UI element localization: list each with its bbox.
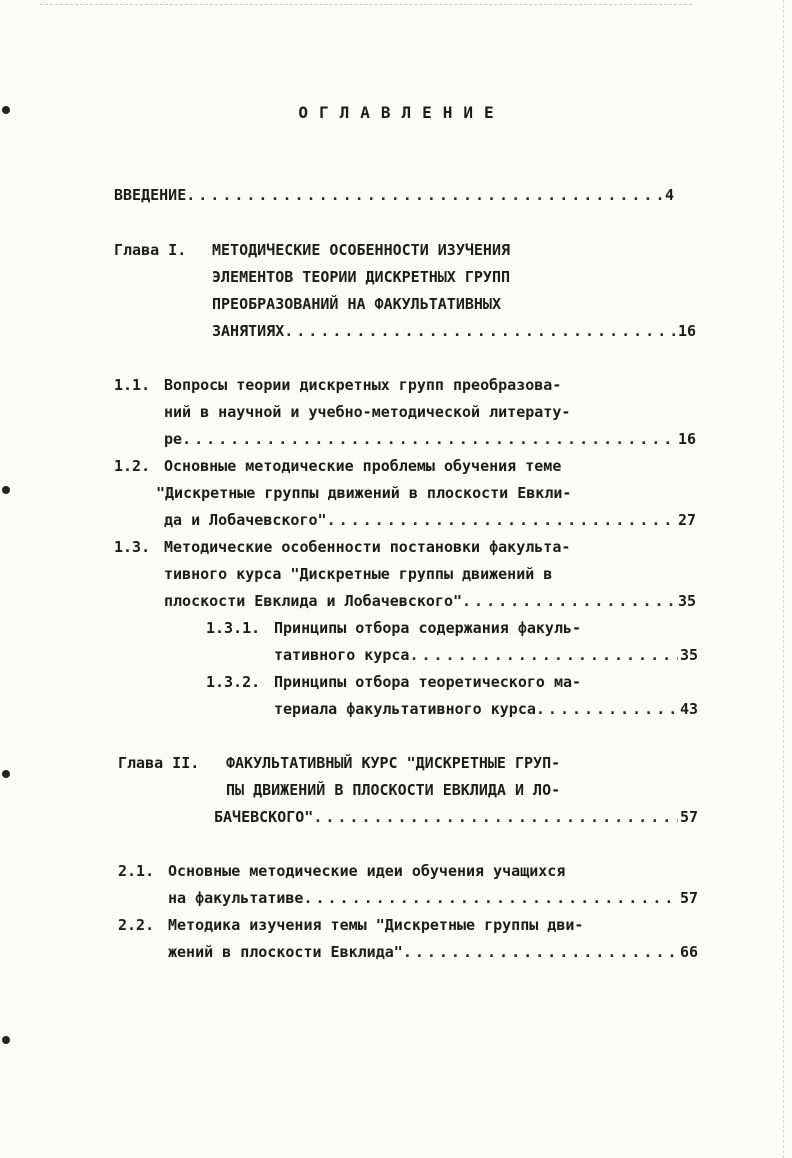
toc-entry-chapter1: [212, 322, 696, 340]
page-number: 27: [677, 511, 696, 529]
binding-hole-mark: [2, 1036, 10, 1044]
page-number: 16: [677, 322, 696, 340]
toc-entry-intro: [114, 186, 674, 204]
leader-dots: [409, 646, 677, 664]
subsection-line: Принципы отбора содержания факуль-: [274, 619, 582, 637]
section-number: 1.1.: [114, 376, 151, 394]
chapter1-line: ЭЛЕМЕНТОВ ТЕОРИИ ДИСКРЕТНЫХ ГРУПП: [212, 268, 511, 286]
section-line: Основные методические проблемы обучения теме: [164, 457, 562, 475]
page-number: 35: [677, 592, 696, 610]
scan-right-edge: [782, 0, 784, 1158]
section-line: "Дискретные группы движений в плоскости Евкли-: [156, 484, 572, 502]
chapter2-line: ПЫ ДВИЖЕНИЙ В ПЛОСКОСТИ ЕВКЛИДА И ЛО-: [226, 781, 561, 799]
toc-entry-1-3-2: [274, 700, 698, 718]
subsection-number: 1.3.1.: [206, 619, 261, 637]
toc-entry-2-1: [168, 889, 698, 907]
entry-label: ВВЕДЕНИЕ: [114, 186, 187, 204]
section-number: 2.1.: [118, 862, 155, 880]
chapter2-line: ФАКУЛЬТАТИВНЫЙ КУРС "ДИСКРЕТНЫЕ ГРУП-: [226, 754, 561, 772]
chapter2-prefix: Глава II.: [118, 754, 200, 772]
entry-label: ре: [164, 430, 183, 448]
leader-dots: [462, 592, 676, 610]
page-number: 16: [677, 430, 696, 448]
entry-label: на факультативе: [168, 889, 304, 907]
toc-entry-1-3-1: [274, 646, 698, 664]
entry-label: ЗАНЯТИЯХ: [212, 322, 285, 340]
section-line: Вопросы теории дискретных групп преобразова-: [164, 376, 562, 394]
section-line: тивного курса "Дискретные группы движений в: [164, 565, 553, 583]
chapter1-line: ПРЕОБРАЗОВАНИЙ НА ФАКУЛЬТАТИВНЫХ: [212, 295, 501, 313]
leader-dots: [284, 322, 676, 340]
chapter1-prefix: Глава I.: [114, 241, 187, 259]
entry-label: плоскости Евклида и Лобачевского": [164, 592, 463, 610]
section-line: Методические особенности постановки факульта-: [164, 538, 571, 556]
leader-dots: [186, 186, 663, 204]
entry-label: тативного курса: [274, 646, 410, 664]
binding-hole-mark: [2, 486, 10, 494]
toc-entry-1-1: [164, 430, 696, 448]
leader-dots: [182, 430, 676, 448]
entry-label: териала факультативного курса: [274, 700, 536, 718]
entry-label: БАЧЕВСКОГО": [214, 808, 314, 826]
leader-dots: [403, 943, 678, 961]
toc-entry-1-2: [164, 511, 696, 529]
chapter1-line: МЕТОДИЧЕСКИЕ ОСОБЕННОСТИ ИЗУЧЕНИЯ: [212, 241, 511, 259]
leader-dots: [327, 511, 676, 529]
leader-dots: [303, 889, 677, 907]
entry-label: да и Лобачевского": [164, 511, 327, 529]
page-number: 57: [679, 889, 698, 907]
page-number: 35: [679, 646, 698, 664]
section-number: 1.2.: [114, 457, 151, 475]
scan-top-edge: [40, 4, 692, 6]
leader-dots: [536, 700, 678, 718]
section-line: ний в научной и учебно-методической литерату-: [164, 403, 571, 421]
page-title: ОГЛАВЛЕНИЕ: [298, 103, 505, 122]
page-number: 43: [679, 700, 698, 718]
section-line: Основные методические идеи обучения учащихся: [168, 862, 566, 880]
page-number: 66: [679, 943, 698, 961]
subsection-line: Принципы отбора теоретического ма-: [274, 673, 582, 691]
page-number: 4: [664, 186, 674, 204]
toc-entry-1-3: [164, 592, 696, 610]
section-number: 2.2.: [118, 916, 155, 934]
page-number: 57: [679, 808, 698, 826]
binding-hole-mark: [2, 770, 10, 778]
toc-entry-2-2: [168, 943, 698, 961]
leader-dots: [313, 808, 678, 826]
section-line: Методика изучения темы "Дискретные группы дви-: [168, 916, 584, 934]
section-number: 1.3.: [114, 538, 151, 556]
subsection-number: 1.3.2.: [206, 673, 261, 691]
entry-label: жений в плоскости Евклида": [168, 943, 403, 961]
toc-entry-chapter2: [214, 808, 698, 826]
